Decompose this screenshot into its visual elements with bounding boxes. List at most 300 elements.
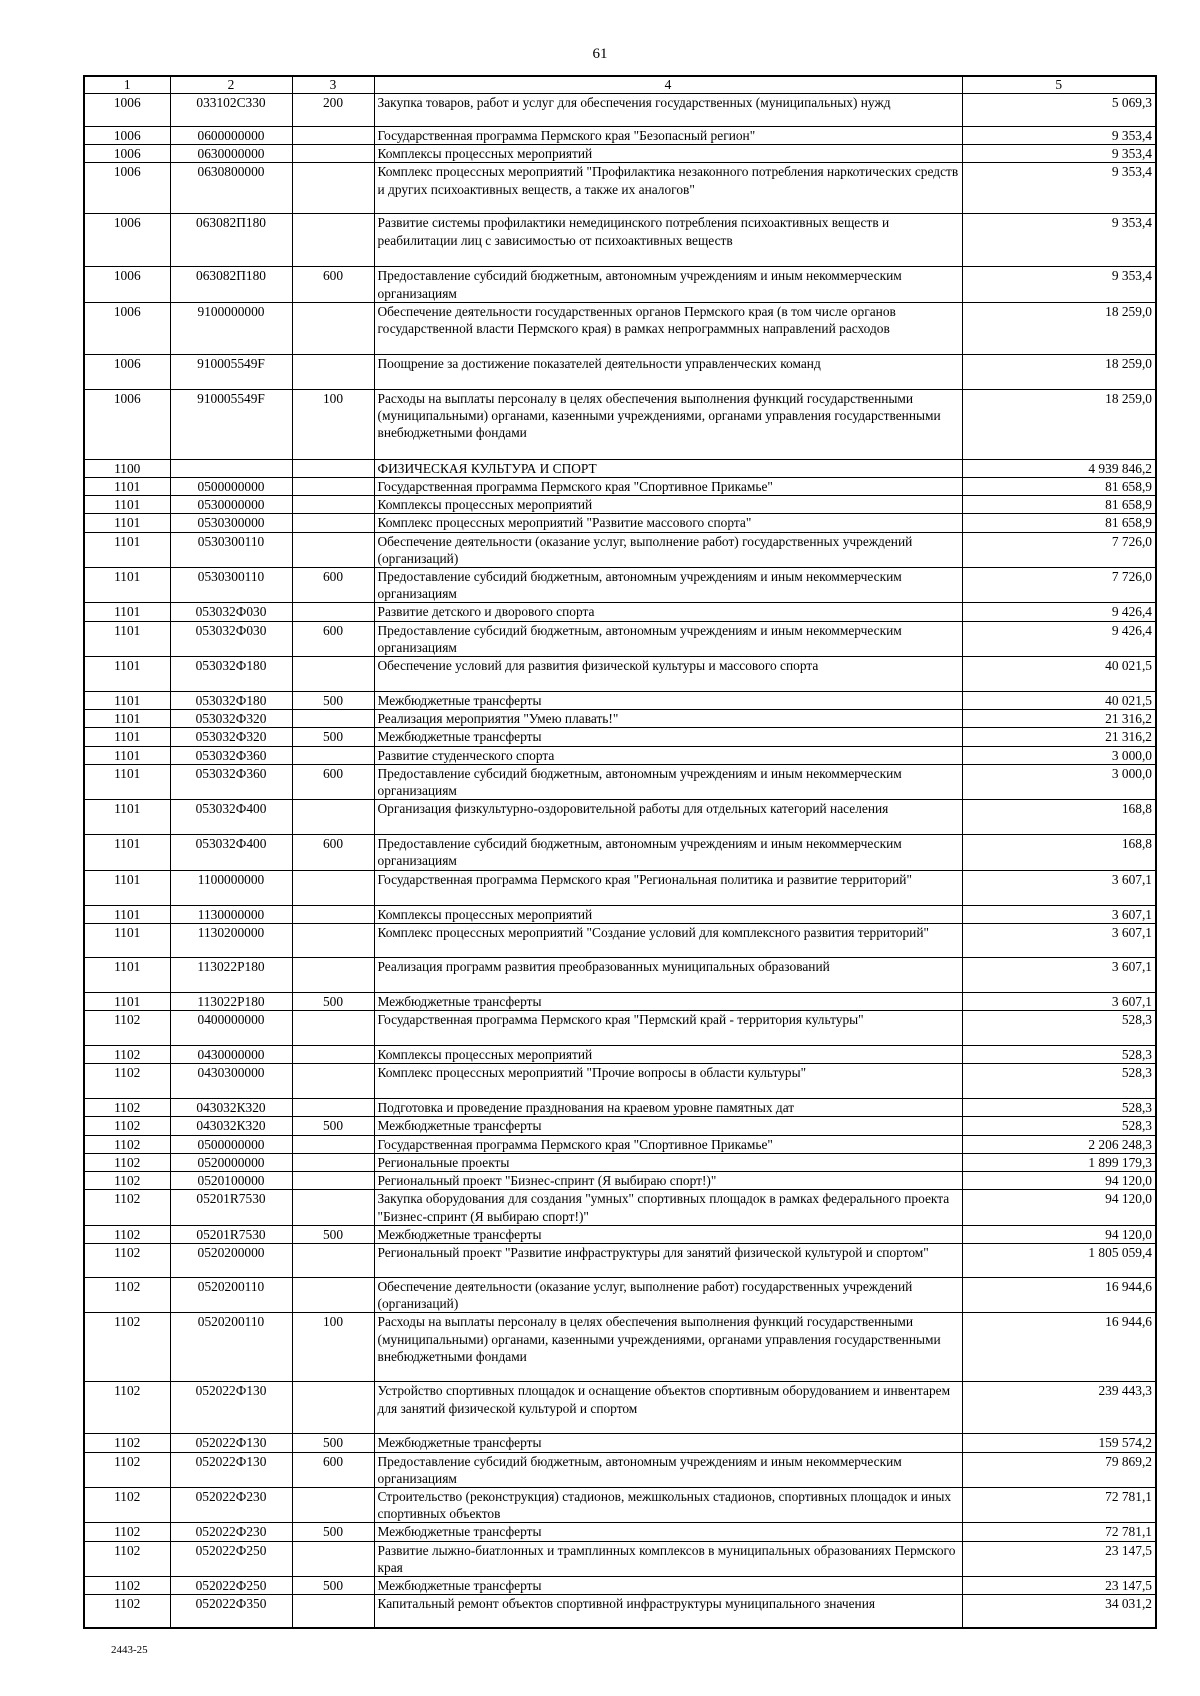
cell-name: Предоставление субсидий бюджетным, автономным учреждениям и иным некоммерческим организациям: [374, 1452, 962, 1487]
cell-amount: 528,3: [962, 1117, 1156, 1135]
cell-expense-type: 500: [292, 992, 374, 1010]
cell-expense-type: [292, 657, 374, 692]
cell-name: Предоставление субсидий бюджетным, автономным учреждениям и иным некоммерческим организациям: [374, 764, 962, 799]
cell-section: 1102: [84, 1135, 170, 1153]
table-row: [84, 1487, 1156, 1522]
cell-amount: 94 120,0: [962, 1172, 1156, 1190]
cell-amount: 168,8: [962, 800, 1156, 835]
cell-section: 1102: [84, 1277, 170, 1312]
cell-section: 1101: [84, 478, 170, 496]
cell-target-code: 053032Ф400: [170, 800, 292, 835]
cell-target-code: 063082П180: [170, 214, 292, 267]
cell-name: Комплекс процессных мероприятий "Создание условий для комплексного развития территорий": [374, 923, 962, 957]
cell-section: 1101: [84, 532, 170, 567]
table-row: [84, 1277, 1156, 1312]
cell-amount: 18 259,0: [962, 354, 1156, 389]
table-row: [84, 728, 1156, 746]
table-row: [84, 957, 1156, 992]
header-col-section: 1: [84, 76, 170, 94]
cell-target-code: 052022Ф130: [170, 1382, 292, 1434]
budget-table: [83, 75, 1157, 1629]
cell-target-code: 052022Ф130: [170, 1452, 292, 1487]
cell-amount: 23 147,5: [962, 1576, 1156, 1594]
cell-expense-type: [292, 1153, 374, 1171]
cell-section: 1102: [84, 1225, 170, 1243]
cell-expense-type: [292, 1011, 374, 1046]
cell-name: Предоставление субсидий бюджетным, автономным учреждениям и иным некоммерческим организациям: [374, 621, 962, 656]
cell-target-code: 0520200110: [170, 1313, 292, 1382]
cell-amount: 81 658,9: [962, 478, 1156, 496]
cell-target-code: 0430000000: [170, 1046, 292, 1064]
cell-target-code: 053032Ф030: [170, 603, 292, 621]
table-row: [84, 354, 1156, 389]
cell-target-code: 0530300110: [170, 568, 292, 603]
cell-name: Региональный проект "Бизнес-спринт (Я выбираю спорт!)": [374, 1172, 962, 1190]
cell-name: Обеспечение условий для развития физической культуры и массового спорта: [374, 657, 962, 692]
cell-target-code: 0430300000: [170, 1064, 292, 1099]
cell-name: Межбюджетные трансферты: [374, 1523, 962, 1541]
cell-name: Государственная программа Пермского края "Региональная политика и развитие территорий": [374, 870, 962, 905]
cell-expense-type: [292, 1064, 374, 1099]
cell-section: 1102: [84, 1064, 170, 1099]
cell-amount: 168,8: [962, 835, 1156, 870]
cell-expense-type: 600: [292, 835, 374, 870]
cell-amount: 3 607,1: [962, 905, 1156, 923]
cell-target-code: 05201R7530: [170, 1190, 292, 1225]
table-row: [84, 1046, 1156, 1064]
cell-name: Предоставление субсидий бюджетным, автономным учреждениям и иным некоммерческим организациям: [374, 835, 962, 870]
cell-section: 1101: [84, 657, 170, 692]
cell-target-code: 053032Ф180: [170, 657, 292, 692]
table-body: [84, 94, 1156, 1628]
cell-section: 1102: [84, 1487, 170, 1522]
cell-expense-type: [292, 478, 374, 496]
table-row: [84, 1225, 1156, 1243]
cell-target-code: 033102C330: [170, 94, 292, 127]
cell-section: 1101: [84, 764, 170, 799]
cell-expense-type: 500: [292, 692, 374, 710]
cell-amount: 528,3: [962, 1011, 1156, 1046]
table-row: [84, 923, 1156, 957]
cell-amount: 9 426,4: [962, 621, 1156, 656]
cell-expense-type: [292, 1172, 374, 1190]
cell-target-code: 05201R7530: [170, 1225, 292, 1243]
cell-section: 1102: [84, 1099, 170, 1117]
cell-amount: 3 607,1: [962, 992, 1156, 1010]
cell-expense-type: [292, 1541, 374, 1576]
cell-amount: 9 353,4: [962, 214, 1156, 267]
cell-name: Межбюджетные трансферты: [374, 728, 962, 746]
cell-section: 1006: [84, 389, 170, 459]
cell-name: Межбюджетные трансферты: [374, 1225, 962, 1243]
table-row: [84, 870, 1156, 905]
table-row: [84, 1541, 1156, 1576]
cell-expense-type: 500: [292, 1576, 374, 1594]
cell-amount: 40 021,5: [962, 657, 1156, 692]
cell-target-code: 0530000000: [170, 496, 292, 514]
cell-target-code: 063082П180: [170, 267, 292, 302]
table-row: [84, 163, 1156, 214]
header-col-name: 4: [374, 76, 962, 94]
cell-amount: 239 443,3: [962, 1382, 1156, 1434]
cell-name: Реализация мероприятия "Умею плавать!": [374, 710, 962, 728]
cell-name: Комплекс процессных мероприятий "Прочие вопросы в области культуры": [374, 1064, 962, 1099]
cell-expense-type: [292, 1595, 374, 1628]
cell-target-code: 0500000000: [170, 1135, 292, 1153]
table-row: [84, 389, 1156, 459]
cell-expense-type: 500: [292, 1225, 374, 1243]
cell-expense-type: [292, 1046, 374, 1064]
cell-section: 1101: [84, 514, 170, 532]
cell-section: 1101: [84, 870, 170, 905]
cell-section: 1102: [84, 1382, 170, 1434]
cell-target-code: 052022Ф230: [170, 1523, 292, 1541]
cell-section: 1101: [84, 957, 170, 992]
table-row: [84, 532, 1156, 567]
cell-amount: 3 607,1: [962, 870, 1156, 905]
cell-name: Обеспечение деятельности (оказание услуг, выполнение работ) государственных учреждений (организаций): [374, 532, 962, 567]
table-row: [84, 621, 1156, 656]
cell-amount: 79 869,2: [962, 1452, 1156, 1487]
cell-section: 1102: [84, 1595, 170, 1628]
cell-expense-type: [292, 145, 374, 163]
cell-target-code: 052022Ф250: [170, 1541, 292, 1576]
table-row: [84, 514, 1156, 532]
table-row: [84, 459, 1156, 477]
cell-name: Предоставление субсидий бюджетным, автономным учреждениям и иным некоммерческим организациям: [374, 267, 962, 302]
cell-section: 1102: [84, 1011, 170, 1046]
cell-amount: 72 781,1: [962, 1487, 1156, 1522]
cell-expense-type: 600: [292, 267, 374, 302]
cell-amount: 528,3: [962, 1099, 1156, 1117]
cell-section: 1101: [84, 800, 170, 835]
cell-name: Государственная программа Пермского края "Спортивное Прикамье": [374, 1135, 962, 1153]
cell-name: Региональный проект "Развитие инфраструктуры для занятий физической культурой и спортом": [374, 1243, 962, 1277]
cell-section: 1101: [84, 923, 170, 957]
cell-name: Строительство (реконструкция) стадионов, межшкольных стадионов, спортивных площадок и иных спортивных объектов: [374, 1487, 962, 1522]
cell-section: 1102: [84, 1243, 170, 1277]
cell-section: 1102: [84, 1153, 170, 1171]
cell-expense-type: [292, 1099, 374, 1117]
cell-amount: 7 726,0: [962, 568, 1156, 603]
cell-amount: 23 147,5: [962, 1541, 1156, 1576]
cell-section: 1101: [84, 692, 170, 710]
cell-name: Закупка товаров, работ и услуг для обеспечения государственных (муниципальных) нужд: [374, 94, 962, 127]
cell-name: ФИЗИЧЕСКАЯ КУЛЬТУРА И СПОРТ: [374, 459, 962, 477]
cell-target-code: 053032Ф400: [170, 835, 292, 870]
cell-target-code: 0400000000: [170, 1011, 292, 1046]
cell-name: Подготовка и проведение празднования на краевом уровне памятных дат: [374, 1099, 962, 1117]
cell-name: Развитие системы профилактики немедицинского потребления психоактивных веществ и реабилитации лиц с зависимостью от психоактивных веществ: [374, 214, 962, 267]
cell-expense-type: 500: [292, 1117, 374, 1135]
cell-target-code: 052022Ф350: [170, 1595, 292, 1628]
cell-section: 1102: [84, 1541, 170, 1576]
cell-name: Межбюджетные трансферты: [374, 1434, 962, 1452]
cell-expense-type: 200: [292, 94, 374, 127]
table-row: [84, 1595, 1156, 1628]
cell-name: Государственная программа Пермского края "Спортивное Прикамье": [374, 478, 962, 496]
page-number: 61: [592, 46, 608, 62]
cell-target-code: 1130200000: [170, 923, 292, 957]
cell-section: 1101: [84, 568, 170, 603]
cell-name: Устройство спортивных площадок и оснащение объектов спортивным оборудованием и инвентарем для занятий физической культурой и спортом: [374, 1382, 962, 1434]
table-row: [84, 764, 1156, 799]
cell-expense-type: 500: [292, 728, 374, 746]
cell-name: Комплекс процессных мероприятий "Профилактика незаконного потребления наркотических средств и других психоактивных веществ, а также их аналогов": [374, 163, 962, 214]
cell-section: 1006: [84, 302, 170, 354]
cell-amount: 3 000,0: [962, 746, 1156, 764]
cell-name: Межбюджетные трансферты: [374, 1117, 962, 1135]
cell-name: Капитальный ремонт объектов спортивной инфраструктуры муниципального значения: [374, 1595, 962, 1628]
table-row: [84, 835, 1156, 870]
cell-amount: 16 944,6: [962, 1277, 1156, 1312]
table-row: [84, 1172, 1156, 1190]
cell-name: Развитие лыжно-биатлонных и трамплинных комплексов в муниципальных образованиях Пермского края: [374, 1541, 962, 1576]
cell-target-code: 053032Ф320: [170, 728, 292, 746]
cell-name: Предоставление субсидий бюджетным, автономным учреждениям и иным некоммерческим организациям: [374, 568, 962, 603]
cell-expense-type: [292, 496, 374, 514]
cell-target-code: 0530300110: [170, 532, 292, 567]
cell-target-code: 910005549F: [170, 354, 292, 389]
cell-section: 1006: [84, 267, 170, 302]
cell-name: Реализация программ развития преобразованных муниципальных образований: [374, 957, 962, 992]
table-row: [84, 657, 1156, 692]
table-row: [84, 1313, 1156, 1382]
table-row: [84, 1153, 1156, 1171]
table-row: [84, 267, 1156, 302]
cell-target-code: 0500000000: [170, 478, 292, 496]
cell-expense-type: 600: [292, 568, 374, 603]
cell-amount: 18 259,0: [962, 302, 1156, 354]
cell-section: 1102: [84, 1434, 170, 1452]
cell-target-code: 1130000000: [170, 905, 292, 923]
table-row: [84, 692, 1156, 710]
table-row: [84, 214, 1156, 267]
cell-amount: 528,3: [962, 1046, 1156, 1064]
cell-target-code: 053032Ф320: [170, 710, 292, 728]
cell-amount: 9 353,4: [962, 127, 1156, 145]
cell-name: Развитие детского и дворового спорта: [374, 603, 962, 621]
table-row: [84, 1011, 1156, 1046]
cell-amount: 18 259,0: [962, 389, 1156, 459]
cell-amount: 94 120,0: [962, 1225, 1156, 1243]
table-row: [84, 302, 1156, 354]
cell-section: 1006: [84, 214, 170, 267]
cell-amount: 3 607,1: [962, 923, 1156, 957]
document-code: 2443-25: [111, 1644, 148, 1656]
cell-target-code: 113022Р180: [170, 992, 292, 1010]
cell-name: Организация физкультурно-оздоровительной работы для отдельных категорий населения: [374, 800, 962, 835]
table-header: [84, 76, 1156, 94]
cell-name: Расходы на выплаты персоналу в целях обеспечения выполнения функций государственными (муниципальными) органами, казенными учреждениями, органами управления государственными внебюджетными фондами: [374, 1313, 962, 1382]
table-row: [84, 710, 1156, 728]
cell-expense-type: [292, 603, 374, 621]
cell-section: 1102: [84, 1523, 170, 1541]
table-row: [84, 1064, 1156, 1099]
cell-section: 1102: [84, 1313, 170, 1382]
cell-section: 1101: [84, 728, 170, 746]
cell-name: Межбюджетные трансферты: [374, 692, 962, 710]
cell-expense-type: [292, 957, 374, 992]
cell-name: Государственная программа Пермского края "Пермский край - территория культуры": [374, 1011, 962, 1046]
cell-section: 1101: [84, 746, 170, 764]
cell-expense-type: [292, 302, 374, 354]
cell-name: Региональные проекты: [374, 1153, 962, 1171]
cell-expense-type: 500: [292, 1434, 374, 1452]
table-row: [84, 1135, 1156, 1153]
cell-target-code: 052022Ф250: [170, 1576, 292, 1594]
cell-amount: 40 021,5: [962, 692, 1156, 710]
cell-expense-type: [292, 1382, 374, 1434]
table-row: [84, 1099, 1156, 1117]
cell-amount: 9 353,4: [962, 163, 1156, 214]
cell-target-code: 053032Ф360: [170, 746, 292, 764]
cell-name: Обеспечение деятельности государственных органов Пермского края (в том числе органов государственной власти Пермского края) в рамках непрограммных направлений расходов: [374, 302, 962, 354]
cell-amount: 72 781,1: [962, 1523, 1156, 1541]
cell-section: 1102: [84, 1190, 170, 1225]
cell-name: Комплексы процессных мероприятий: [374, 496, 962, 514]
cell-expense-type: [292, 746, 374, 764]
cell-section: 1102: [84, 1117, 170, 1135]
cell-target-code: 0630000000: [170, 145, 292, 163]
table-row: [84, 94, 1156, 127]
cell-target-code: 0530300000: [170, 514, 292, 532]
cell-name: Межбюджетные трансферты: [374, 992, 962, 1010]
cell-amount: 16 944,6: [962, 1313, 1156, 1382]
cell-section: 1102: [84, 1576, 170, 1594]
cell-name: Обеспечение деятельности (оказание услуг, выполнение работ) государственных учреждений (организаций): [374, 1277, 962, 1312]
cell-amount: 7 726,0: [962, 532, 1156, 567]
cell-target-code: [170, 459, 292, 477]
cell-target-code: 043032К320: [170, 1117, 292, 1135]
table-row: [84, 1243, 1156, 1277]
cell-expense-type: [292, 459, 374, 477]
cell-amount: 9 353,4: [962, 267, 1156, 302]
cell-expense-type: 600: [292, 764, 374, 799]
cell-target-code: 043032К320: [170, 1099, 292, 1117]
cell-section: 1101: [84, 835, 170, 870]
cell-section: 1102: [84, 1172, 170, 1190]
cell-section: 1006: [84, 354, 170, 389]
cell-section: 1006: [84, 145, 170, 163]
cell-name: Комплексы процессных мероприятий: [374, 145, 962, 163]
cell-expense-type: [292, 127, 374, 145]
cell-expense-type: [292, 800, 374, 835]
cell-expense-type: 500: [292, 1523, 374, 1541]
cell-amount: 1 899 179,3: [962, 1153, 1156, 1171]
cell-amount: 4 939 846,2: [962, 459, 1156, 477]
cell-target-code: 053032Ф360: [170, 764, 292, 799]
cell-section: 1101: [84, 496, 170, 514]
cell-expense-type: [292, 163, 374, 214]
cell-section: 1101: [84, 905, 170, 923]
cell-amount: 21 316,2: [962, 710, 1156, 728]
cell-target-code: 0630800000: [170, 163, 292, 214]
cell-section: 1101: [84, 621, 170, 656]
cell-section: 1101: [84, 992, 170, 1010]
cell-expense-type: [292, 923, 374, 957]
table-row: [84, 746, 1156, 764]
cell-amount: 9 426,4: [962, 603, 1156, 621]
header-col-type: 3: [292, 76, 374, 94]
cell-target-code: 053032Ф030: [170, 621, 292, 656]
cell-name: Государственная программа Пермского края "Безопасный регион": [374, 127, 962, 145]
cell-amount: 3 000,0: [962, 764, 1156, 799]
cell-target-code: 0520200110: [170, 1277, 292, 1312]
cell-amount: 81 658,9: [962, 496, 1156, 514]
cell-amount: 1 805 059,4: [962, 1243, 1156, 1277]
table-row: [84, 1190, 1156, 1225]
cell-amount: 528,3: [962, 1064, 1156, 1099]
cell-section: 1006: [84, 94, 170, 127]
cell-expense-type: [292, 214, 374, 267]
cell-section: 1101: [84, 603, 170, 621]
cell-section: 1101: [84, 710, 170, 728]
cell-expense-type: [292, 1135, 374, 1153]
cell-target-code: 052022Ф230: [170, 1487, 292, 1522]
cell-amount: 9 353,4: [962, 145, 1156, 163]
cell-expense-type: [292, 354, 374, 389]
table-row: [84, 1117, 1156, 1135]
cell-name: Комплексы процессных мероприятий: [374, 1046, 962, 1064]
cell-expense-type: [292, 532, 374, 567]
table-row: [84, 992, 1156, 1010]
table-row: [84, 1523, 1156, 1541]
cell-expense-type: [292, 870, 374, 905]
cell-amount: 159 574,2: [962, 1434, 1156, 1452]
cell-target-code: 0520000000: [170, 1153, 292, 1171]
cell-target-code: 053032Ф180: [170, 692, 292, 710]
cell-amount: 2 206 248,3: [962, 1135, 1156, 1153]
cell-target-code: 0520100000: [170, 1172, 292, 1190]
cell-expense-type: [292, 905, 374, 923]
cell-target-code: 1100000000: [170, 870, 292, 905]
table-row: [84, 478, 1156, 496]
table-row: [84, 568, 1156, 603]
cell-expense-type: [292, 1487, 374, 1522]
cell-target-code: 113022Р180: [170, 957, 292, 992]
cell-name: Расходы на выплаты персоналу в целях обеспечения выполнения функций государственными (муниципальными) органами, казенными учреждениями, органами управления государственными внебюджетными фондами: [374, 389, 962, 459]
cell-expense-type: 100: [292, 389, 374, 459]
cell-name: Межбюджетные трансферты: [374, 1576, 962, 1594]
cell-section: 1102: [84, 1452, 170, 1487]
cell-section: 1006: [84, 127, 170, 145]
table-row: [84, 496, 1156, 514]
table-row: [84, 1576, 1156, 1594]
cell-amount: 81 658,9: [962, 514, 1156, 532]
cell-section: 1006: [84, 163, 170, 214]
table-row: [84, 127, 1156, 145]
cell-amount: 94 120,0: [962, 1190, 1156, 1225]
cell-expense-type: [292, 1277, 374, 1312]
cell-name: Комплексы процессных мероприятий: [374, 905, 962, 923]
cell-expense-type: [292, 1243, 374, 1277]
cell-section: 1100: [84, 459, 170, 477]
table-row: [84, 603, 1156, 621]
cell-target-code: 0520200000: [170, 1243, 292, 1277]
cell-target-code: 0600000000: [170, 127, 292, 145]
table-row: [84, 145, 1156, 163]
cell-amount: 21 316,2: [962, 728, 1156, 746]
cell-expense-type: [292, 710, 374, 728]
cell-target-code: 910005549F: [170, 389, 292, 459]
table-row: [84, 1382, 1156, 1434]
table-row: [84, 905, 1156, 923]
cell-amount: 3 607,1: [962, 957, 1156, 992]
cell-expense-type: 600: [292, 621, 374, 656]
cell-name: Поощрение за достижение показателей деятельности управленческих команд: [374, 354, 962, 389]
cell-expense-type: 100: [292, 1313, 374, 1382]
